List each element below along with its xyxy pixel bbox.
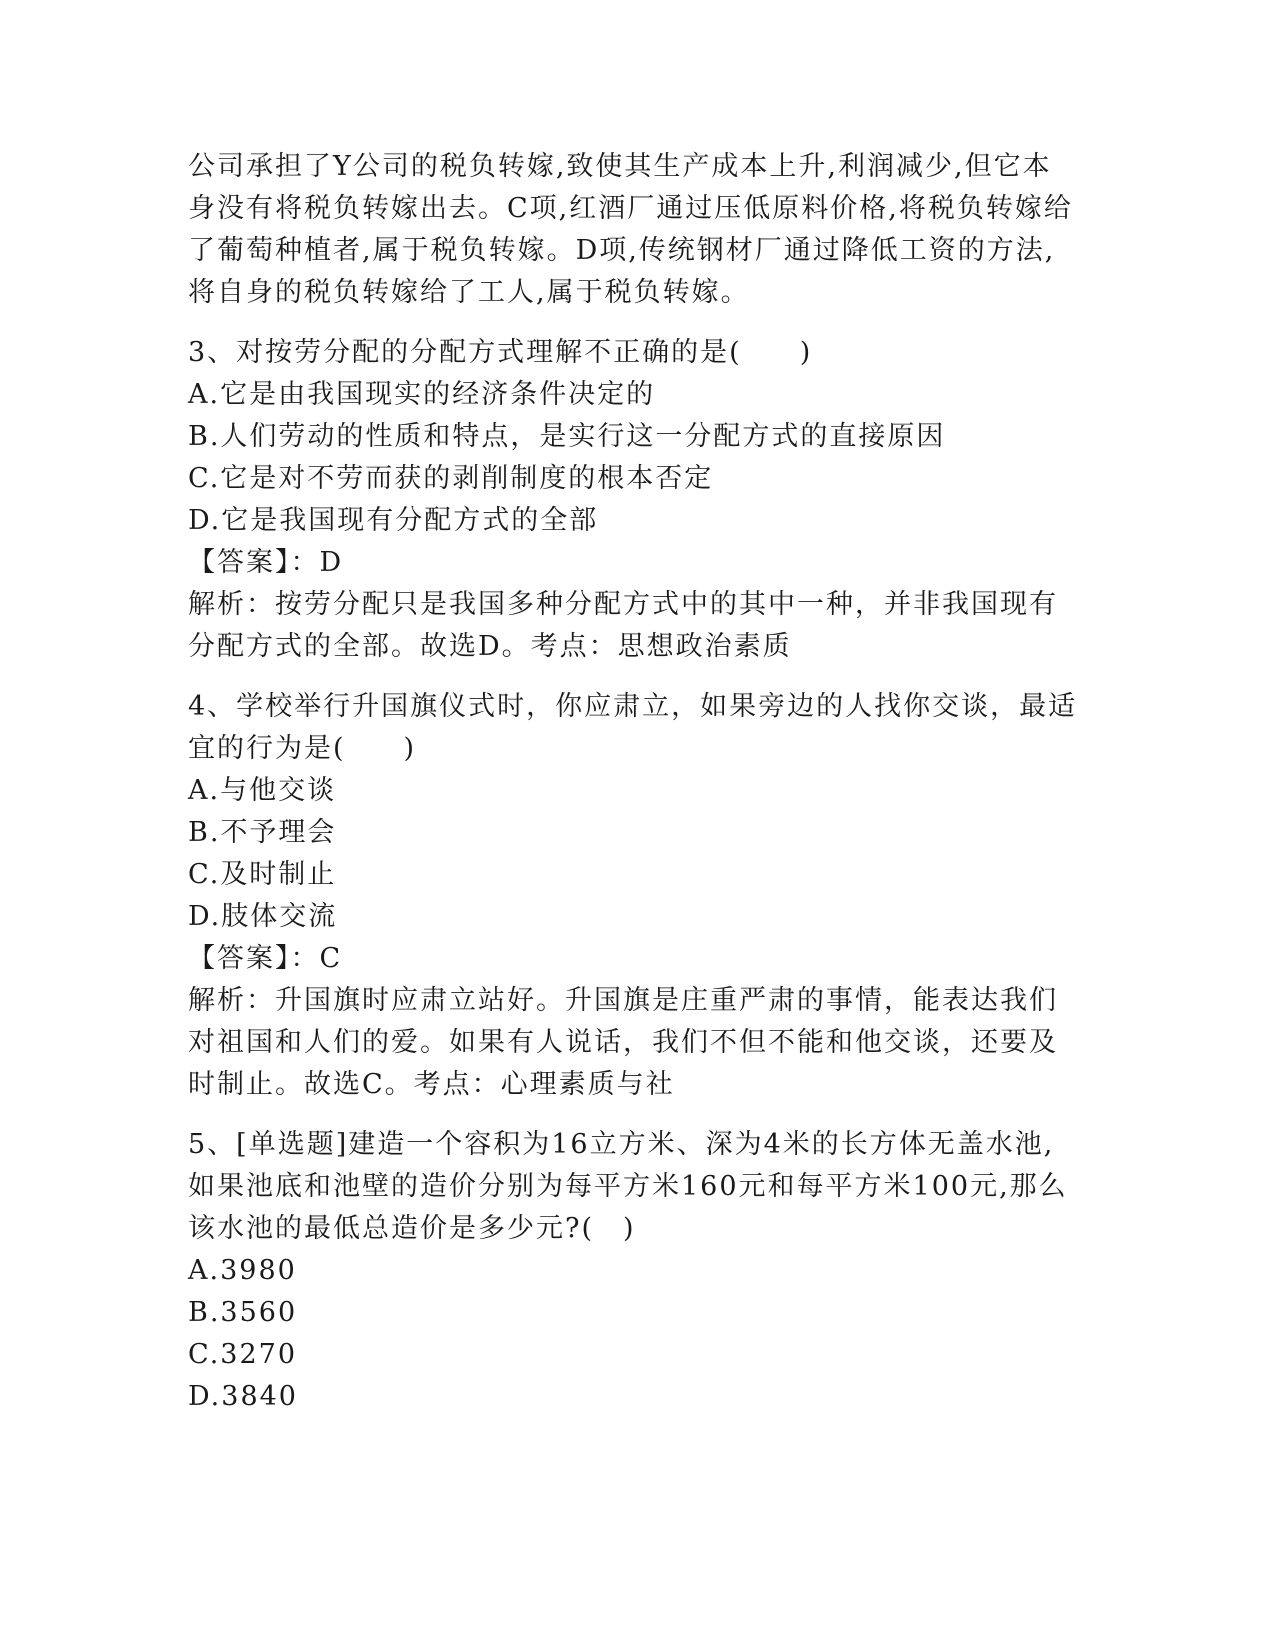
answer-line: 【答案】：D	[188, 547, 344, 578]
option-d: D.它是我国现有分配方式的全部	[188, 505, 599, 536]
option-a: A.3980	[188, 1255, 297, 1286]
intro-line: 了葡萄种植者,属于税负转嫁。D项,传统钢材厂通过降低工资的方法,	[188, 235, 1056, 266]
option-a: A.它是由我国现实的经济条件决定的	[188, 379, 656, 410]
option-b: B.人们劳动的性质和特点，是实行这一分配方式的直接原因	[188, 421, 946, 452]
analysis-line: 解析：按劳分配只是我国多种分配方式中的其中一种，并非我国现有	[188, 589, 1058, 620]
intro-paragraph	[188, 146, 1088, 314]
answer-line: 【答案】：C	[188, 943, 343, 974]
option-c: C.它是对不劳而获的剥削制度的根本否定	[188, 463, 714, 494]
question-stem: 5、[单选题]建造一个容积为16立方米、深为4米的长方体无盖水池,	[188, 1129, 1055, 1160]
question-stem: 如果池底和池壁的造价分别为每平方米160元和每平方米100元,那么	[188, 1171, 1068, 1202]
question-stem: 宜的行为是( )	[188, 733, 417, 764]
option-d: D.肢体交流	[188, 901, 338, 932]
option-c: C.及时制止	[188, 859, 337, 890]
question-stem: 4、学校举行升国旗仪式时，你应肃立，如果旁边的人找你交谈，最适	[188, 691, 1078, 722]
option-d: D.3840	[188, 1381, 298, 1412]
analysis-line: 分配方式的全部。故选D。考点：思想政治素质	[188, 631, 792, 662]
intro-line: 公司承担了Y公司的税负转嫁,致使其生产成本上升,利润减少,但它本	[188, 151, 1052, 182]
analysis-line: 时制止。故选C。考点：心理素质与社	[188, 1069, 675, 1100]
intro-line: 身没有将税负转嫁出去。C项,红酒厂通过压低原料价格,将税负转嫁给	[188, 193, 1073, 224]
intro-line: 将自身的税负转嫁给了工人,属于税负转嫁。	[188, 277, 750, 308]
option-b: B.3560	[188, 1297, 298, 1328]
analysis-line: 解析：升国旗时应肃立站好。升国旗是庄重严肃的事情，能表达我们	[188, 985, 1058, 1016]
option-c: C.3270	[188, 1339, 297, 1370]
question-stem: 该水池的最低总造价是多少元?( )	[188, 1213, 636, 1244]
option-a: A.与他交谈	[188, 775, 337, 806]
analysis-line: 对祖国和人们的爱。如果有人说话，我们不但不能和他交谈，还要及	[188, 1027, 1058, 1058]
document-page	[188, 146, 1088, 1418]
option-b: B.不予理会	[188, 817, 337, 848]
question-3	[188, 332, 1088, 668]
question-4	[188, 686, 1088, 1106]
question-5	[188, 1124, 1088, 1418]
question-stem: 3、对按劳分配的分配方式理解不正确的是( )	[188, 337, 813, 368]
